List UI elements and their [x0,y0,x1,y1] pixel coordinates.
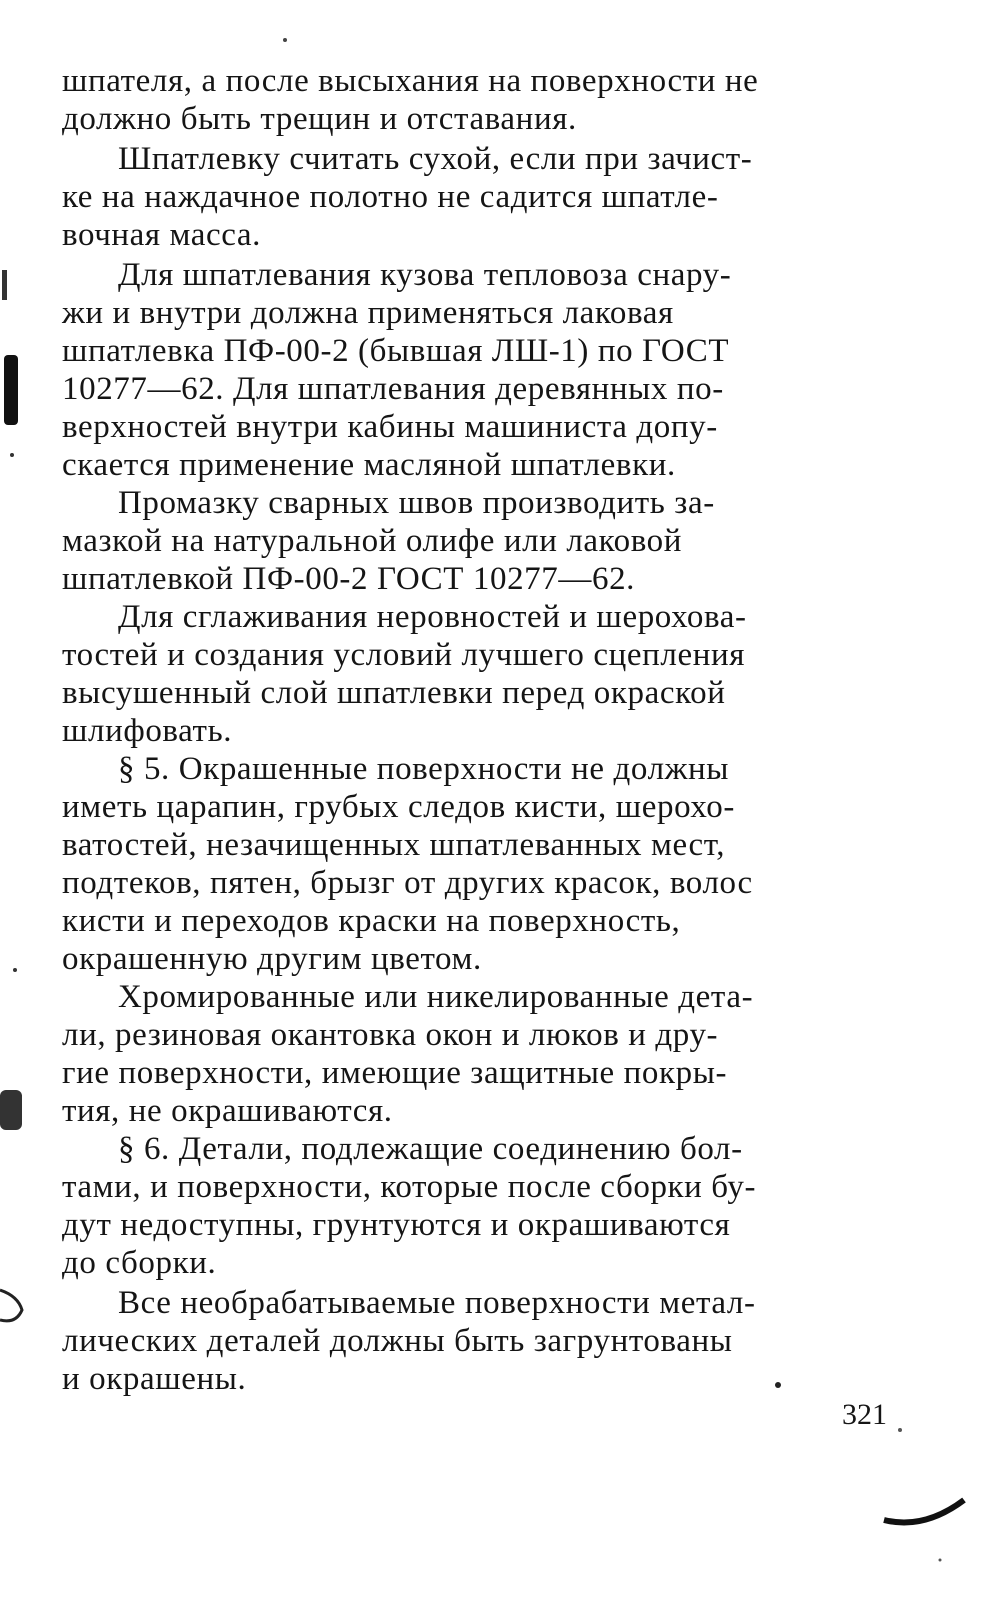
text-line: и окрашены. [62,1361,247,1397]
corner-mark [884,1500,964,1523]
speck [10,453,14,457]
speck [775,1382,781,1388]
text-line: верхностей внутри кабины машиниста допу- [62,409,718,445]
speck [939,1559,942,1562]
text-line: ке на наждачное полотно не садится шпатле- [62,179,719,215]
text-line: ватостей, незачищенных шпатлеванных мест, [62,827,726,863]
page-number: 321 [842,1398,887,1431]
left-edge-smudge [2,270,7,300]
speck [13,968,17,972]
text-line: шпатлевка ПФ-00-2 (бывшая ЛШ-1) по ГОСТ [62,333,730,369]
text-line: Для шпатлевания кузова тепловоза снару- [118,257,732,293]
left-edge-mark [0,1290,22,1321]
text-line: Хромированные или никелированные дета- [118,979,754,1015]
text-line: мазкой на натуральной олифе или лаковой [62,523,683,559]
text-line: шпателя, а после высыхания на поверхности не [62,63,759,99]
text-line: дут недоступны, грунтуются и окрашиваются [62,1207,731,1243]
text-line: кисти и переходов краски на поверхность, [62,903,681,939]
text-line: жи и внутри должна применяться лаковая [62,295,674,331]
text-line: гие поверхности, имеющие защитные покры- [62,1055,728,1091]
text-line: вочная масса. [62,217,262,253]
text-line: Все необрабатываемые поверхности метал- [118,1285,756,1321]
text-line: шлифовать. [62,713,233,749]
text-line: подтеков, пятен, брызг от других красок, волос [62,865,753,901]
text-line: высушенный слой шпатлевки перед окраской [62,675,726,711]
text-line: ли, резиновая окантовка окон и люков и дру- [62,1017,719,1053]
text-line: Шпатлевку считать сухой, если при зачист- [118,141,753,177]
text-line: § 5. Окрашенные поверхности не должны [118,751,730,787]
text-line: тостей и создания условий лучшего сцепления [62,637,745,673]
text-line: тами, и поверхности, которые после сборки бу- [62,1169,757,1205]
text-line: лических деталей должны быть загрунтованы [62,1323,733,1359]
text-line: окрашенную другим цветом. [62,941,482,977]
speck [283,38,287,42]
left-edge-smudge [4,355,18,425]
text-line: иметь царапин, грубых следов кисти, шерохо- [62,789,735,825]
text-line: 10277—62. Для шпатлевания деревянных по- [62,371,724,407]
text-line: должно быть трещин и отставания. [62,101,577,137]
text-line: § 6. Детали, подлежащие соединению бол- [118,1131,743,1167]
text-line: до сборки. [62,1245,217,1281]
text-line: Промазку сварных швов производить за- [118,485,715,521]
left-edge-smudge [0,1090,22,1130]
text-line: тия, не окрашиваются. [62,1093,393,1129]
text-line: скается применение масляной шпатлевки. [62,447,676,483]
text-line: шпатлевкой ПФ-00-2 ГОСТ 10277—62. [62,561,636,597]
speck [898,1428,902,1432]
text-line: Для сглаживания неровностей и шерохова- [118,599,747,635]
